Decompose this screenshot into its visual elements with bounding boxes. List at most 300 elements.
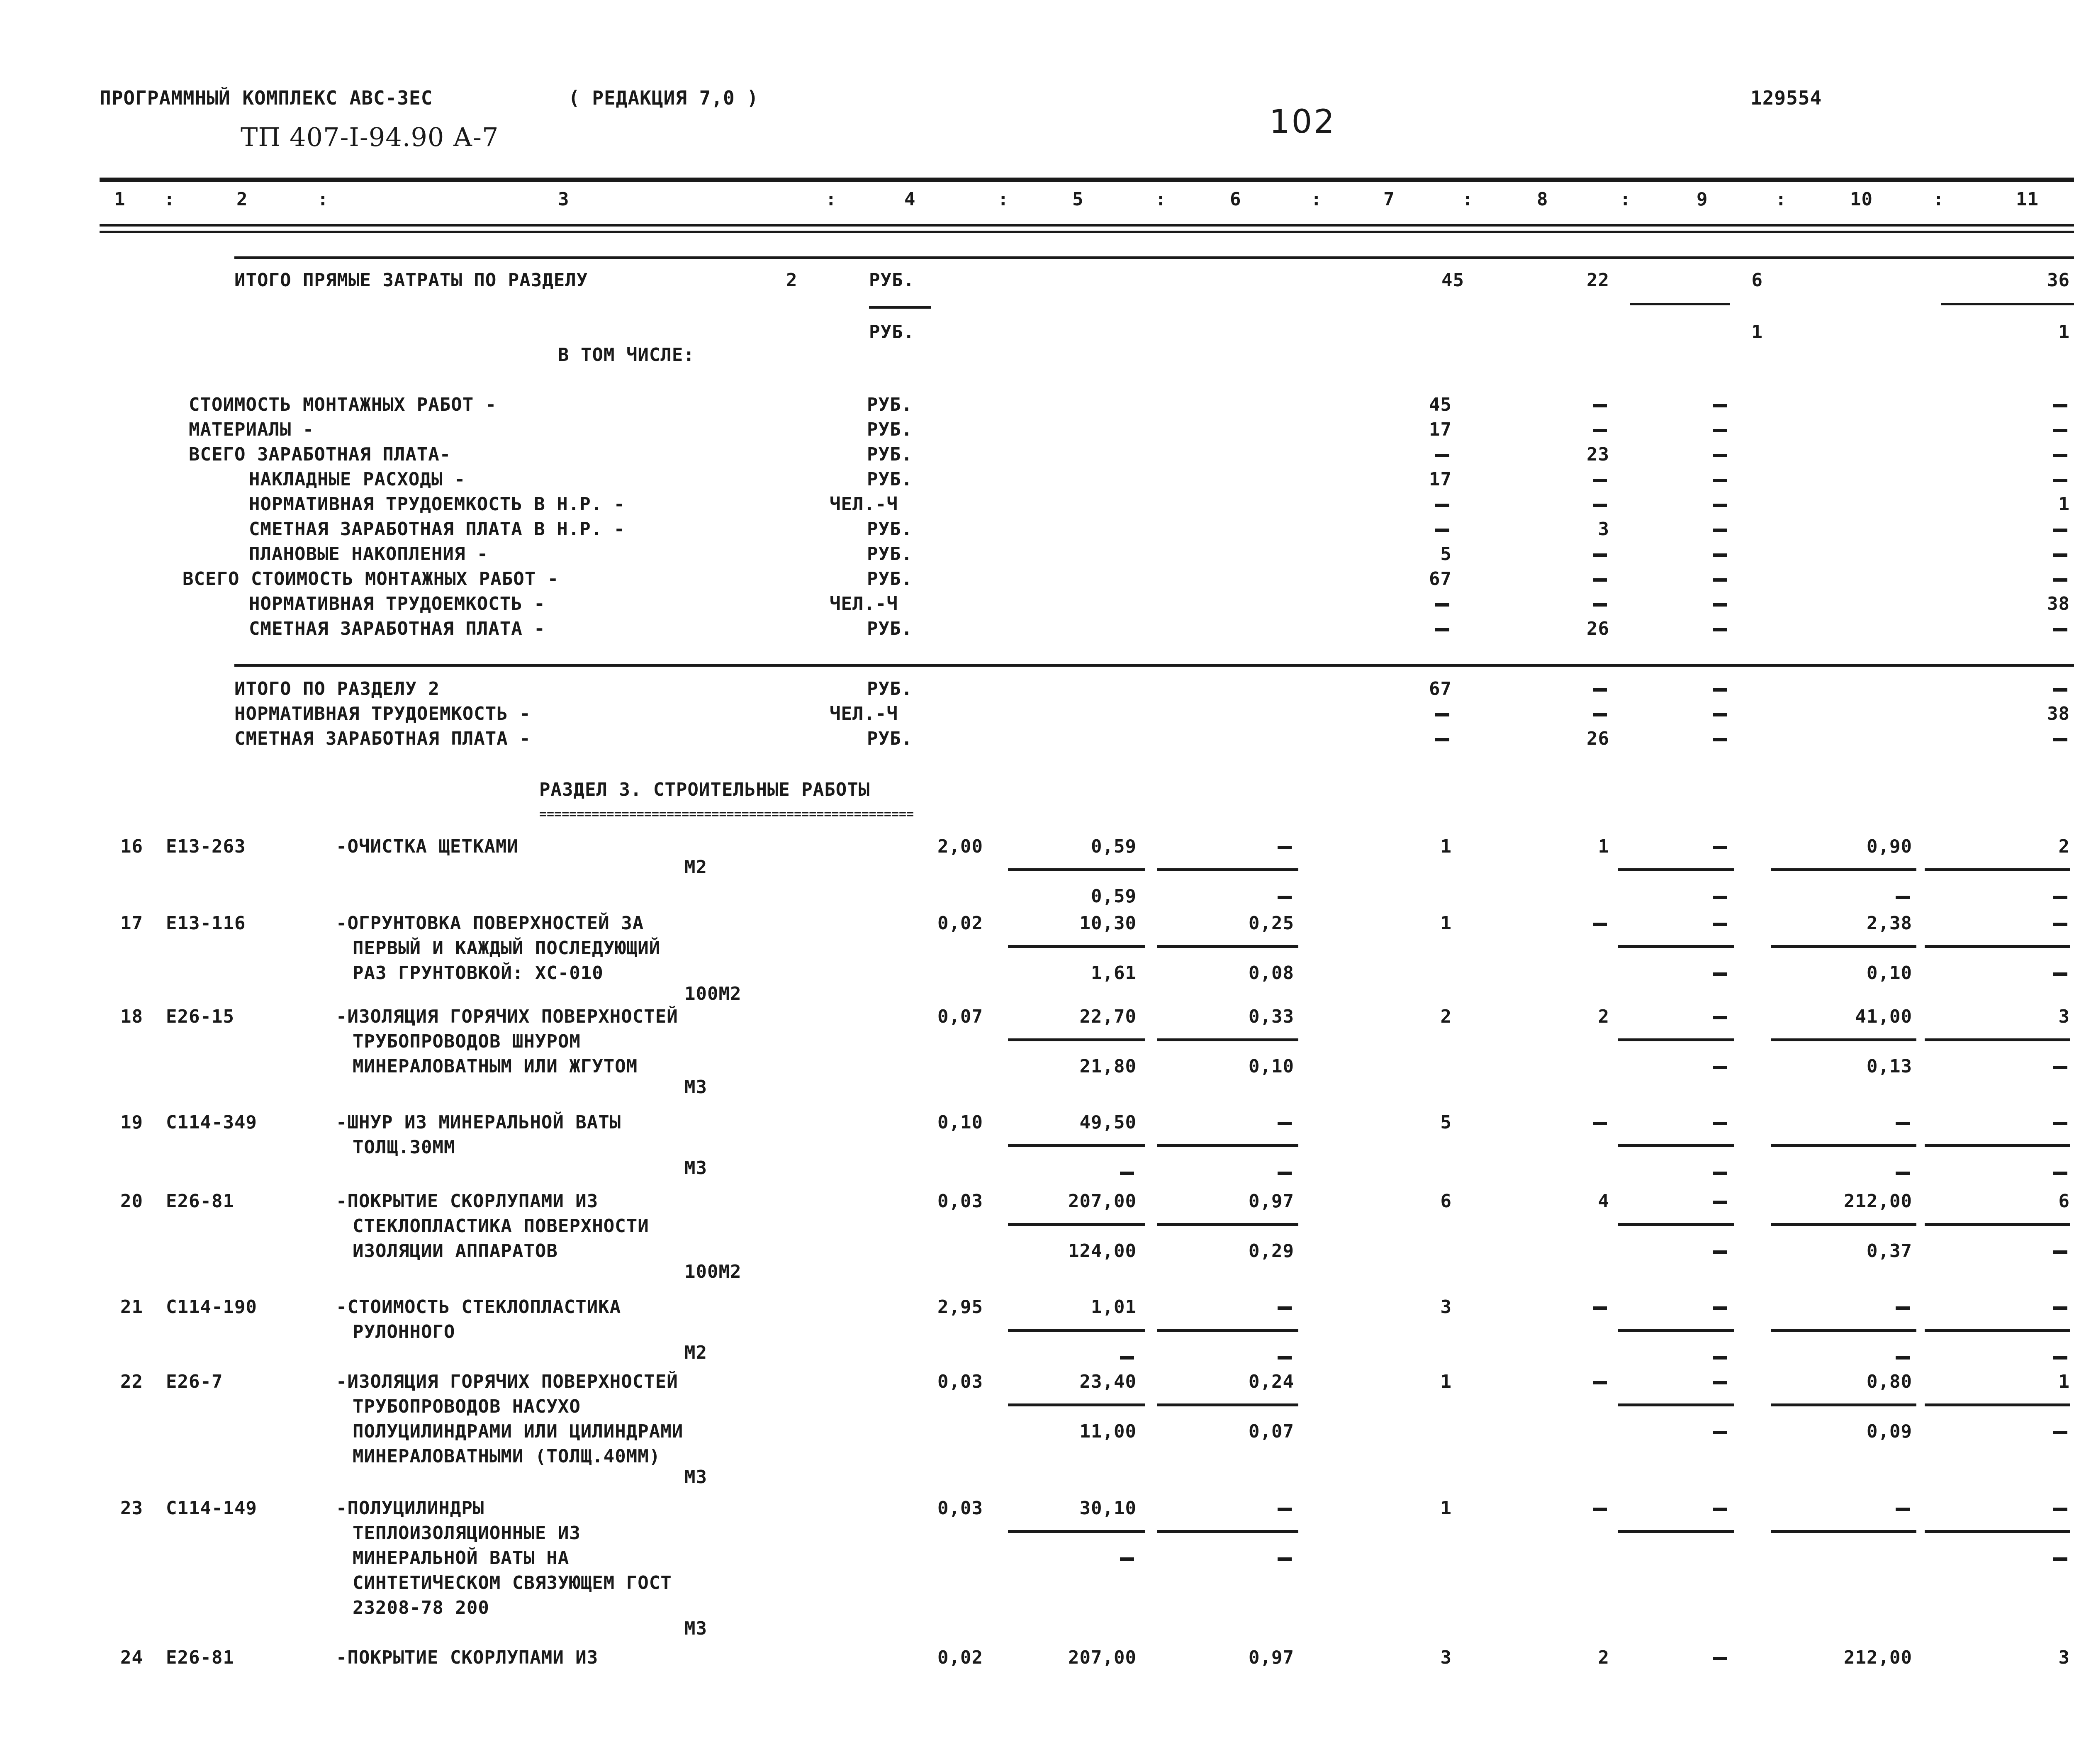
section-total-c11-dash (2053, 688, 2067, 692)
item-rule-c11 (1925, 1403, 2070, 1406)
item-c11: 3 (2058, 1006, 2070, 1027)
item-sub-c10-dash (1896, 1172, 1910, 1175)
item-description: ИЗОЛЯЦИИ АППАРАТОВ (353, 1240, 558, 1262)
item-sub-c6-dash (1278, 1557, 1292, 1561)
section-3-underline: ================================================== (539, 808, 914, 821)
item-c5: 0,59 (1091, 836, 1137, 857)
item-c11-dash (2053, 1122, 2067, 1125)
item-rule-c5 (1008, 1403, 1145, 1406)
breakdown-c9-dash (1713, 529, 1727, 532)
breakdown-label: МАТЕРИАЛЫ - (189, 419, 314, 440)
breakdown-c7: 17 (1429, 419, 1452, 440)
section-total-c8: 26 (1587, 728, 1609, 749)
item-sub-c6: 0,10 (1249, 1056, 1294, 1077)
breakdown-c7-dash (1435, 628, 1449, 631)
item-sub-c10: 0,10 (1867, 962, 1912, 984)
item-c8-dash (1593, 923, 1607, 926)
breakdown-label: ВСЕГО СТОИМОСТЬ МОНТАЖНЫХ РАБОТ - (183, 568, 559, 590)
total-direct-unit: РУБ. (869, 270, 915, 291)
column-header-9: 9 (1697, 189, 1708, 210)
item-c9-dash (1713, 923, 1727, 926)
item-sub-c11-dash (2053, 1431, 2067, 1434)
breakdown-unit: РУБ. (867, 419, 913, 440)
item-c8-dash (1593, 1306, 1607, 1310)
item-c5: 30,10 (1079, 1498, 1137, 1519)
breakdown-c8-dash (1593, 578, 1607, 582)
item-c6: 0,25 (1249, 913, 1294, 934)
breakdown-c9-dash (1713, 603, 1727, 607)
document-code: 129554 (1750, 87, 1822, 109)
item-c4: 0,10 (937, 1112, 983, 1133)
column-separator: : (1462, 189, 1474, 210)
item-description: ПОЛУЦИЛИНДРАМИ ИЛИ ЦИЛИНДРАМИ (353, 1421, 684, 1442)
item-c8: 2 (1598, 1006, 1609, 1027)
item-c5: 1,01 (1091, 1296, 1137, 1318)
item-c10-dash (1896, 1508, 1910, 1511)
breakdown-c8-dash (1593, 479, 1607, 482)
item-c10: 212,00 (1844, 1191, 1912, 1212)
item-rule-c6 (1157, 1038, 1298, 1041)
item-description: МИНЕРАЛЬНОЙ ВАТЫ НА (353, 1547, 570, 1569)
program-edition: ( РЕДАКЦИЯ 7,0 ) (568, 87, 759, 109)
breakdown-c8: 26 (1587, 618, 1609, 639)
item-rule-c11 (1925, 1038, 2070, 1041)
breakdown-label: СТОИМОСТЬ МОНТАЖНЫХ РАБОТ - (189, 394, 497, 415)
column-separator: : (1775, 189, 1787, 210)
item-description: -ПОКРЫТИЕ СКОРЛУПАМИ ИЗ (336, 1647, 599, 1668)
item-sub-c5: 0,59 (1091, 886, 1137, 907)
item-c4: 0,03 (937, 1371, 983, 1392)
item-code: С114-349 (166, 1112, 257, 1133)
item-number: 19 (120, 1112, 143, 1133)
item-c8: 2 (1598, 1647, 1609, 1668)
item-description: РУЛОННОГО (353, 1321, 455, 1342)
item-sub-c11-dash (2053, 1356, 2067, 1360)
item-sub-c5-dash (1120, 1356, 1134, 1360)
item-c9-dash (1713, 1381, 1727, 1384)
section-total-label: ИТОГО ПО РАЗДЕЛУ 2 (234, 678, 440, 699)
page-number: 102 (1269, 103, 1336, 141)
item-rule-c11 (1925, 1530, 2070, 1533)
breakdown-unit: РУБ. (867, 618, 913, 639)
item-rule-c9 (1618, 1144, 1734, 1147)
item-sub-c5-dash (1120, 1172, 1134, 1175)
breakdown-c11-dash (2053, 479, 2067, 482)
breakdown-c11-dash (2053, 454, 2067, 457)
item-c5: 22,70 (1079, 1006, 1137, 1027)
item-description: РАЗ ГРУНТОВКОЙ: ХС-010 (353, 962, 604, 984)
item-rule-c11 (1925, 945, 2070, 948)
breakdown-c8-dash (1593, 553, 1607, 557)
item-description: МИНЕРАЛОВАТНЫМИ (ТОЛЩ.40ММ) (353, 1446, 661, 1467)
breakdown-c9-dash (1713, 454, 1727, 457)
breakdown-c9-dash (1713, 429, 1727, 432)
item-rule-c5 (1008, 868, 1145, 871)
project-designation: ТП 407-I-94.90 А-7 (241, 122, 499, 152)
breakdown-c7-dash (1435, 603, 1449, 607)
item-rule-c5 (1008, 945, 1145, 948)
item-c4: 2,95 (937, 1296, 983, 1318)
section-total-label: НОРМАТИВНАЯ ТРУДОЕМКОСТЬ - (234, 703, 531, 724)
total-direct-2-unit: РУБ. (869, 322, 915, 343)
header-bottom-rule-2 (100, 231, 2074, 233)
item-c6: 0,33 (1249, 1006, 1294, 1027)
item-c9-dash (1713, 1306, 1727, 1310)
section-total-c9-dash (1713, 713, 1727, 716)
item-c7: 1 (1440, 1371, 1452, 1392)
item-c8: 4 (1598, 1191, 1609, 1212)
item-c6: 0,97 (1249, 1191, 1294, 1212)
item-rule-c6 (1157, 1403, 1298, 1406)
header-bottom-rule-1 (100, 224, 2074, 227)
column-separator: : (998, 189, 1009, 210)
item-rule-c11 (1925, 1223, 2070, 1226)
item-sub-c11-dash (2053, 896, 2067, 899)
program-title: ПРОГРАММНЫЙ КОМПЛЕКС АВС-ЗЕС (100, 87, 433, 109)
item-description: ТОЛЩ.30ММ (353, 1137, 455, 1158)
breakdown-unit: РУБ. (867, 543, 913, 565)
item-rule-c6 (1157, 1530, 1298, 1533)
item-description: ТРУБОПРОВОДОВ НАСУХО (353, 1396, 581, 1417)
item-c8-dash (1593, 1381, 1607, 1384)
item-rule-c9 (1618, 1403, 1734, 1406)
item-description: МИНЕРАЛОВАТНЫМ ИЛИ ЖГУТОМ (353, 1056, 638, 1077)
item-number: 21 (120, 1296, 143, 1318)
item-c7: 6 (1440, 1191, 1452, 1212)
item-number: 24 (120, 1647, 143, 1668)
section-total-unit: РУБ. (867, 728, 913, 749)
breakdown-c7: 17 (1429, 469, 1452, 490)
breakdown-c9-dash (1713, 404, 1727, 407)
item-number: 18 (120, 1006, 143, 1027)
item-code: Е26-7 (166, 1371, 223, 1392)
item-description: -ИЗОЛЯЦИЯ ГОРЯЧИХ ПОВЕРХНОСТЕЙ (336, 1371, 678, 1392)
item-c6-dash (1278, 1508, 1292, 1511)
column-header-7: 7 (1383, 189, 1395, 210)
item-c10: 0,90 (1867, 836, 1912, 857)
item-code: Е26-15 (166, 1006, 234, 1027)
item-c7: 3 (1440, 1296, 1452, 1318)
item-rule-c10 (1771, 1223, 1916, 1226)
item-c4: 0,03 (937, 1191, 983, 1212)
item-sub-c6-dash (1278, 896, 1292, 899)
item-sub-c5: 11,00 (1079, 1421, 1137, 1442)
item-description: -ПОКРЫТИЕ СКОРЛУПАМИ ИЗ (336, 1191, 599, 1212)
item-sub-c10: 0,37 (1867, 1240, 1912, 1262)
section-total-c9-dash (1713, 738, 1727, 741)
item-number: 23 (120, 1498, 143, 1519)
item-c5: 49,50 (1079, 1112, 1137, 1133)
column-separator: : (317, 189, 329, 210)
breakdown-c7: 45 (1429, 394, 1452, 415)
total-direct-label: ИТОГО ПРЯМЫЕ ЗАТРАТЫ ПО РАЗДЕЛУ (234, 270, 588, 291)
breakdown-c11-dash (2053, 553, 2067, 557)
item-description: СТЕКЛОПЛАСТИКА ПОВЕРХНОСТИ (353, 1216, 649, 1237)
column-separator: : (1311, 189, 1322, 210)
column-separator: : (825, 189, 837, 210)
item-c9-dash (1713, 1201, 1727, 1204)
item-sub-c5: 21,80 (1079, 1056, 1137, 1077)
total-direct-c8: 22 (1587, 270, 1609, 291)
column-separator: : (1620, 189, 1631, 210)
item-description: -ИЗОЛЯЦИЯ ГОРЯЧИХ ПОВЕРХНОСТЕЙ (336, 1006, 678, 1027)
item-sub-c9-dash (1713, 1066, 1727, 1069)
item-sub-c6-dash (1278, 1356, 1292, 1360)
breakdown-c8-dash (1593, 603, 1607, 607)
column-header-4: 4 (904, 189, 916, 210)
breakdown-unit: РУБ. (867, 469, 913, 490)
item-number: 22 (120, 1371, 143, 1392)
item-unit: М3 (684, 1467, 707, 1488)
breakdown-unit: РУБ. (867, 394, 913, 415)
column-header-11: 11 (2016, 189, 2039, 210)
item-number: 20 (120, 1191, 143, 1212)
item-unit: 100М2 (684, 1261, 742, 1282)
item-sub-c6: 0,07 (1249, 1421, 1294, 1442)
item-rule-c11 (1925, 868, 2070, 871)
item-sub-c6: 0,29 (1249, 1240, 1294, 1262)
summary-top-rule (234, 256, 2074, 259)
item-rule-c5 (1008, 1329, 1145, 1332)
column-separator: : (1933, 189, 1945, 210)
total-direct-section: 2 (786, 270, 798, 291)
breakdown-c8-dash (1593, 429, 1607, 432)
item-code: С114-149 (166, 1498, 257, 1519)
item-c9-dash (1713, 1016, 1727, 1019)
item-c4: 2,00 (937, 836, 983, 857)
item-unit: М2 (684, 1342, 707, 1363)
item-rule-c9 (1618, 1530, 1734, 1533)
item-c11-dash (2053, 1306, 2067, 1310)
item-rule-c6 (1157, 868, 1298, 871)
item-c6: 0,97 (1249, 1647, 1294, 1668)
item-code: С114-190 (166, 1296, 257, 1318)
breakdown-label: НОРМАТИВНАЯ ТРУДОЕМКОСТЬ - (249, 593, 545, 614)
item-c5: 23,40 (1079, 1371, 1137, 1392)
item-c6-dash (1278, 1122, 1292, 1125)
item-c9-dash (1713, 1657, 1727, 1660)
item-c10: 2,38 (1867, 913, 1912, 934)
item-sub-c10-dash (1896, 1356, 1910, 1360)
item-sub-c10-dash (1896, 896, 1910, 899)
breakdown-c7-dash (1435, 504, 1449, 507)
item-c11: 1 (2058, 1371, 2070, 1392)
column-header-6: 6 (1230, 189, 1241, 210)
breakdown-label: НОРМАТИВНАЯ ТРУДОЕМКОСТЬ В Н.Р. - (249, 494, 626, 515)
unit-rule (869, 306, 931, 309)
section-total-rule (234, 664, 2074, 667)
item-rule-c10 (1771, 1144, 1916, 1147)
item-unit: М2 (684, 857, 707, 878)
breakdown-c11-dash (2053, 529, 2067, 532)
item-c6: 0,24 (1249, 1371, 1294, 1392)
item-code: Е26-81 (166, 1191, 234, 1212)
breakdown-c11-dash (2053, 404, 2067, 407)
item-rule-c5 (1008, 1144, 1145, 1147)
breakdown-c7: 67 (1429, 568, 1452, 590)
column-header-2: 2 (236, 189, 248, 210)
item-c5: 207,00 (1068, 1191, 1137, 1212)
item-sub-c5-dash (1120, 1557, 1134, 1561)
item-rule-c9 (1618, 868, 1734, 871)
item-c6-dash (1278, 1306, 1292, 1310)
item-sub-c5: 1,61 (1091, 962, 1137, 984)
item-c9-dash (1713, 846, 1727, 849)
item-rule-c5 (1008, 1038, 1145, 1041)
item-c7: 1 (1440, 836, 1452, 857)
item-rule-c10 (1771, 1403, 1916, 1406)
item-c11-dash (2053, 1508, 2067, 1511)
item-rule-c6 (1157, 1223, 1298, 1226)
item-c6-dash (1278, 846, 1292, 849)
item-c7: 1 (1440, 913, 1452, 934)
breakdown-label: СМЕТНАЯ ЗАРАБОТНАЯ ПЛАТА - (249, 618, 545, 639)
section-total-c7-dash (1435, 738, 1449, 741)
item-code: Е13-263 (166, 836, 246, 857)
item-description: ТРУБОПРОВОДОВ ШНУРОМ (353, 1031, 581, 1052)
item-c11: 3 (2058, 1647, 2070, 1668)
item-code: Е13-116 (166, 913, 246, 934)
item-c10-dash (1896, 1306, 1910, 1310)
item-sub-c6-dash (1278, 1172, 1292, 1175)
item-sub-c9-dash (1713, 1356, 1727, 1360)
item-sub-c10: 0,09 (1867, 1421, 1912, 1442)
item-rule-c9 (1618, 1038, 1734, 1041)
section-total-c7: 67 (1429, 678, 1452, 699)
breakdown-c7: 5 (1440, 543, 1452, 565)
breakdown-label: НАКЛАДНЫЕ РАСХОДЫ - (249, 469, 466, 490)
item-rule-c10 (1771, 1530, 1916, 1533)
item-rule-c11 (1925, 1329, 2070, 1332)
column-header-8: 8 (1537, 189, 1548, 210)
item-c10: 0,80 (1867, 1371, 1912, 1392)
item-description: СИНТЕТИЧЕСКОМ СВЯЗУЮЩЕМ ГОСТ (353, 1572, 672, 1593)
item-sub-c9-dash (1713, 1431, 1727, 1434)
item-unit: М3 (684, 1618, 707, 1639)
item-c5: 207,00 (1068, 1647, 1137, 1668)
item-c9-dash (1713, 1122, 1727, 1125)
breakdown-c8: 23 (1587, 444, 1609, 465)
item-c7: 3 (1440, 1647, 1452, 1668)
breakdown-c7-dash (1435, 454, 1449, 457)
section-total-c8-dash (1593, 713, 1607, 716)
section-total-c8-dash (1593, 688, 1607, 692)
breakdown-unit: РУБ. (867, 568, 913, 590)
item-description: ПЕРВЫЙ И КАЖДЫЙ ПОСЛЕДУЮЩИЙ (353, 938, 661, 959)
item-c9-dash (1713, 1508, 1727, 1511)
item-rule-c10 (1771, 868, 1916, 871)
item-rule-c5 (1008, 1223, 1145, 1226)
c9-rule (1630, 303, 1730, 305)
section-total-c11: 38 (2047, 703, 2070, 724)
section-total-c9-dash (1713, 688, 1727, 692)
breakdown-label: ПЛАНОВЫЕ НАКОПЛЕНИЯ - (249, 543, 489, 565)
column-separator: : (164, 189, 175, 210)
item-rule-c5 (1008, 1530, 1145, 1533)
header-top-rule (100, 178, 2074, 182)
item-unit: 100М2 (684, 983, 742, 1004)
breakdown-c9-dash (1713, 479, 1727, 482)
breakdown-c8-dash (1593, 504, 1607, 507)
item-c8-dash (1593, 1508, 1607, 1511)
total-direct-2-c11: 1 (2058, 322, 2070, 343)
section-total-c11-dash (2053, 738, 2067, 741)
column-header-3: 3 (558, 189, 570, 210)
item-rule-c11 (1925, 1144, 2070, 1147)
section-total-label: СМЕТНАЯ ЗАРАБОТНАЯ ПЛАТА - (234, 728, 531, 749)
breakdown-c11: 38 (2047, 593, 2070, 614)
column-header-5: 5 (1072, 189, 1084, 210)
item-description: 23208-78 200 (353, 1597, 489, 1618)
item-c4: 0,03 (937, 1498, 983, 1519)
item-sub-c6: 0,08 (1249, 962, 1294, 984)
breakdown-c9-dash (1713, 628, 1727, 631)
item-c4: 0,02 (937, 913, 983, 934)
item-description: -ШНУР ИЗ МИНЕРАЛЬНОЙ ВАТЫ (336, 1112, 621, 1133)
item-sub-c10: 0,13 (1867, 1056, 1912, 1077)
breakdown-c8-dash (1593, 404, 1607, 407)
breakdown-c11-dash (2053, 429, 2067, 432)
item-unit: М3 (684, 1157, 707, 1179)
item-rule-c9 (1618, 945, 1734, 948)
total-direct-c9: 6 (1751, 270, 1763, 291)
breakdown-c9-dash (1713, 504, 1727, 507)
item-rule-c6 (1157, 945, 1298, 948)
item-c4: 0,02 (937, 1647, 983, 1668)
item-rule-c10 (1771, 1038, 1916, 1041)
item-sub-c11-dash (2053, 1066, 2067, 1069)
section-3-title: РАЗДЕЛ 3. СТРОИТЕЛЬНЫЕ РАБОТЫ (539, 779, 870, 800)
column-separator: : (1155, 189, 1167, 210)
item-c8-dash (1593, 1122, 1607, 1125)
column-header-1: 1 (114, 189, 126, 210)
item-unit: М3 (684, 1077, 707, 1098)
item-c7: 5 (1440, 1112, 1452, 1133)
item-c10: 212,00 (1844, 1647, 1912, 1668)
item-description: -ОГРУНТОВКА ПОВЕРХНОСТЕЙ ЗА (336, 913, 644, 934)
breakdown-unit: РУБ. (867, 519, 913, 540)
item-c10-dash (1896, 1122, 1910, 1125)
breakdown-c11-dash (2053, 628, 2067, 631)
breakdown-label: СМЕТНАЯ ЗАРАБОТНАЯ ПЛАТА В Н.Р. - (249, 519, 626, 540)
breakdown-c9-dash (1713, 553, 1727, 557)
item-description: -ПОЛУЦИЛИНДРЫ (336, 1498, 484, 1519)
total-direct-c7: 45 (1441, 270, 1464, 291)
item-c5: 10,30 (1079, 913, 1137, 934)
item-sub-c9-dash (1713, 972, 1727, 976)
breakdown-unit: ЧЕЛ.-Ч (830, 494, 898, 515)
item-c11: 6 (2058, 1191, 2070, 1212)
item-sub-c9-dash (1713, 1172, 1727, 1175)
breakdown-c9-dash (1713, 578, 1727, 582)
total-direct-2-c9: 1 (1751, 322, 1763, 343)
breakdown-unit: ЧЕЛ.-Ч (830, 593, 898, 614)
total-direct-c11: 36 (2047, 270, 2070, 291)
breakdown-c11: 1 (2058, 494, 2070, 515)
breakdown-c8: 3 (1598, 519, 1609, 540)
column-header-10: 10 (1850, 189, 1873, 210)
item-c11-dash (2053, 923, 2067, 926)
breakdown-unit: РУБ. (867, 444, 913, 465)
item-rule-c6 (1157, 1144, 1298, 1147)
section-total-c7-dash (1435, 713, 1449, 716)
section-total-unit: ЧЕЛ.-Ч (830, 703, 898, 724)
item-c7: 1 (1440, 1498, 1452, 1519)
item-sub-c11-dash (2053, 1250, 2067, 1254)
item-sub-c9-dash (1713, 1250, 1727, 1254)
item-rule-c9 (1618, 1329, 1734, 1332)
item-code: Е26-81 (166, 1647, 234, 1668)
